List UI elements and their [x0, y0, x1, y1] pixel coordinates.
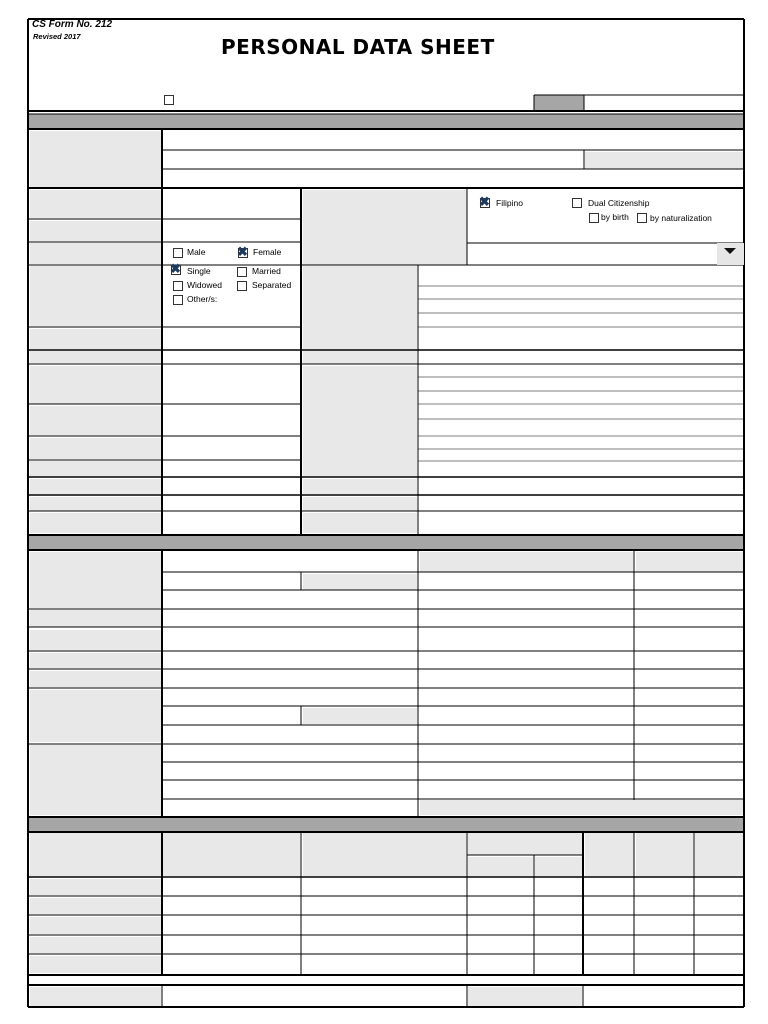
label-cell: [420, 800, 743, 815]
label-cell: [420, 552, 633, 572]
label-cell: [636, 552, 743, 572]
label-cell: [30, 513, 161, 533]
citizenship-by-naturalization-checkbox[interactable]: [637, 213, 647, 223]
label-cell: [30, 190, 161, 218]
sex-male-checkbox[interactable]: [173, 248, 183, 258]
civil-status-single-checkbox[interactable]: [170, 261, 181, 276]
label-cell: [303, 497, 417, 511]
label-cell: [30, 879, 161, 895]
label-cell: [695, 833, 743, 876]
label-cell: [30, 987, 161, 1006]
label-cell: [303, 513, 417, 533]
label-cell: [30, 221, 161, 241]
check-mark-icon: ✖: [237, 244, 248, 259]
sex-male-label: Male: [187, 247, 206, 257]
label-cell: [30, 610, 161, 627]
label-cell: [303, 190, 467, 265]
civil-status-separated-label: Separated: [252, 280, 292, 290]
civil-status-married-checkbox[interactable]: [237, 267, 247, 277]
label-cell: [30, 630, 161, 650]
civil-status-widowed-checkbox[interactable]: [173, 281, 183, 291]
sex-female-checkbox[interactable]: [237, 244, 248, 259]
label-cell: [468, 987, 582, 1006]
label-cell: [585, 833, 634, 876]
label-cell: [30, 937, 161, 953]
section-band: [28, 535, 744, 550]
label-cell: [30, 243, 161, 264]
label-cell: [30, 406, 161, 435]
label-cell: [30, 898, 161, 914]
label-cell: [30, 461, 161, 476]
label-cell: [585, 152, 743, 169]
label-cell: [30, 366, 161, 404]
check-mark-icon: ✖: [170, 261, 181, 276]
citizenship-filipino-checkbox[interactable]: [479, 194, 490, 209]
citizenship-filipino-label: Filipino: [496, 198, 523, 208]
label-cell: [30, 690, 161, 742]
label-cell: [30, 671, 161, 687]
civil-status-other-checkbox[interactable]: [173, 295, 183, 305]
label-cell: [30, 329, 161, 349]
label-cell: [30, 438, 161, 459]
label-cell: [636, 833, 693, 876]
chevron-down-icon: [724, 248, 736, 254]
label-cell: [30, 497, 161, 511]
citizenship-dual-checkbox[interactable]: [572, 198, 582, 208]
label-cell: [303, 574, 417, 590]
civil-status-separated-checkbox[interactable]: [237, 281, 247, 291]
civil-status-single-label: Single: [187, 266, 211, 276]
civil-status-other-label: Other/s:: [187, 294, 218, 304]
civil-status-married-label: Married: [252, 266, 281, 276]
label-cell: [30, 266, 161, 326]
citizenship-by-naturalization-label: by naturalization: [650, 213, 712, 223]
label-cell: [30, 917, 161, 934]
label-cell: [535, 857, 582, 876]
label-cell: [30, 351, 161, 363]
label-cell: [30, 653, 161, 668]
label-cell: [30, 131, 161, 188]
label-cell: [468, 833, 582, 855]
section-band: [28, 817, 744, 832]
label-cell: [30, 745, 161, 815]
citizenship-by-birth-label: by birth: [601, 212, 629, 222]
label-cell: [30, 552, 161, 608]
sex-female-label: Female: [253, 247, 282, 257]
label-cell: [303, 708, 417, 724]
header-checkbox[interactable]: [164, 95, 174, 105]
header-shaded-cell: [534, 95, 584, 111]
form-number: CS Form No. 212: [32, 19, 113, 30]
civil-status-widowed-label: Widowed: [187, 280, 222, 290]
country-dropdown-button[interactable]: [717, 243, 744, 265]
label-cell: [303, 366, 417, 476]
label-cell: [163, 833, 300, 876]
label-cell: [303, 833, 466, 876]
check-mark-icon: ✖: [479, 194, 490, 209]
label-cell: [30, 956, 161, 973]
label-cell: [468, 857, 533, 876]
citizenship-dual-label: Dual Citizenship: [588, 198, 650, 208]
revised-date: Revised 2017: [33, 32, 81, 41]
page-title: PERSONAL DATA SHEET: [221, 35, 495, 59]
country-select[interactable]: [468, 243, 716, 265]
citizenship-by-birth-checkbox[interactable]: [589, 213, 599, 223]
label-cell: [30, 479, 161, 494]
label-cell: [303, 479, 417, 494]
section-band: [28, 114, 744, 129]
label-cell: [30, 833, 161, 876]
